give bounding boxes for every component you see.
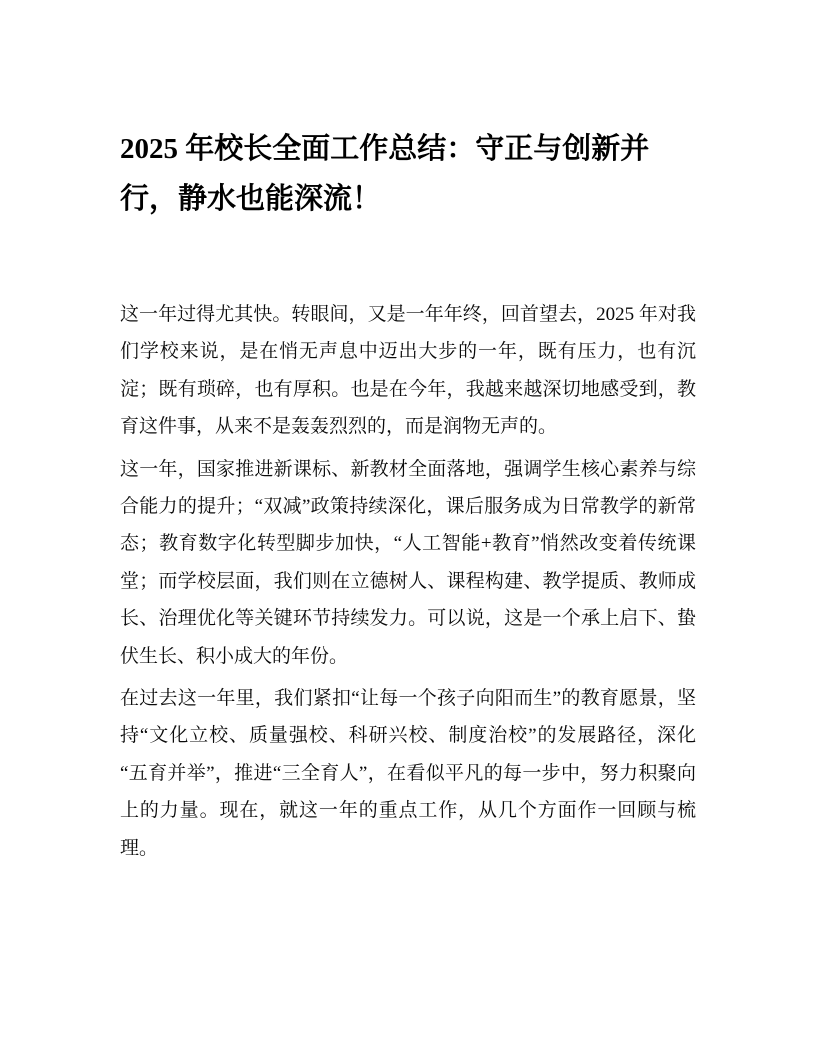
document-body [120, 296, 696, 867]
paragraph-intro: 这一年过得尤其快。转眼间，又是一年年终，回首望去，2025 年对我们学校来说，是在悄无声息中迈出大步的一年，既有压力，也有沉淀；既有琐碎，也有厚积。也是在今年，我越来越深切地感受到，教育这件事，从来不是轰轰烈烈的，而是润物无声的。 [120, 304, 696, 438]
paragraph-context: 这一年，国家推进新课标、新教材全面落地，强调学生核心素养与综合能力的提升；“双减”政策持续深化，课后服务成为日常教学的新常态；教育数字化转型脚步加快，“人工智能+教育”悄然改变着传统课堂；而学校层面，我们则在立德树人、课程构建、教学提质、教师成长、治理优化等关键环节持续发力。可以说，这是一个承上启下、蛰伏生长、积小成大的年份。 [120, 458, 696, 667]
document-title: 2025 年校长全面工作总结：守正与创新并行，静水也能深流！ [120, 133, 650, 215]
paragraph-vision: 在过去这一年里，我们紧扣“让每一个孩子向阳而生”的教育愿景，坚持“文化立校、质量强校、科研兴校、制度治校”的发展路径，深化“五育并举”，推进“三全育人”，在看似平凡的每一步中，努力积聚向上的力量。现在，就这一年的重点工作，从几个方面作一回顾与梳理。 [120, 688, 696, 859]
